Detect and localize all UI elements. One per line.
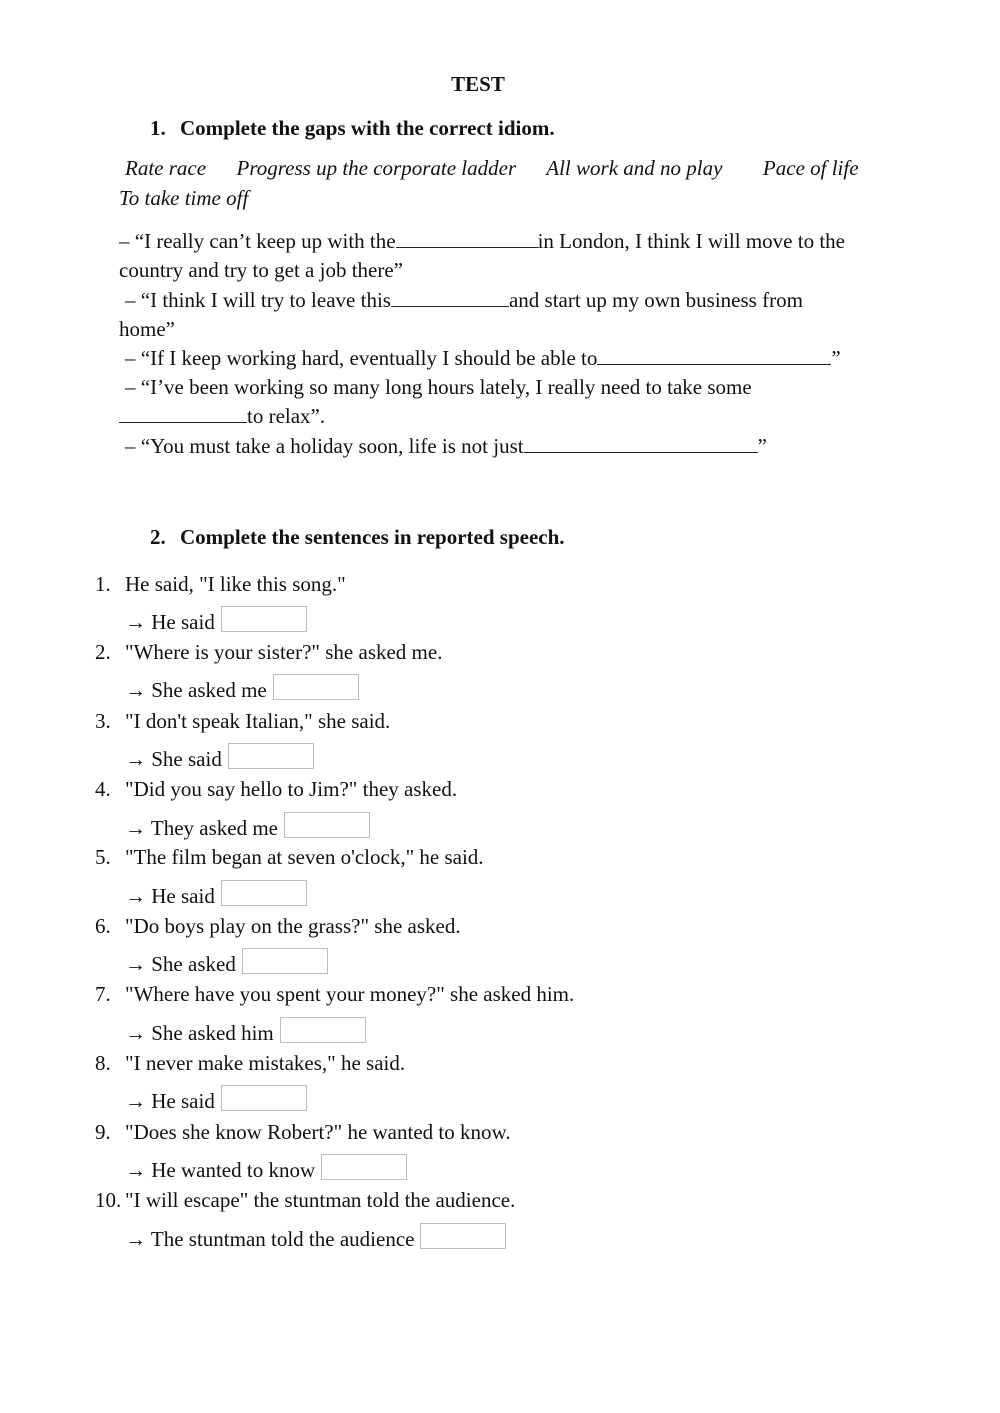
question-item [95, 1188, 515, 1213]
answer-input[interactable] [280, 1017, 366, 1043]
question-number: 10. [95, 1188, 122, 1212]
answer-row [125, 1223, 506, 1252]
question-item [95, 914, 461, 939]
question-text: "Where is your sister?" she asked me. [125, 640, 443, 664]
answer-row [125, 812, 370, 841]
question-number: 8. [95, 1051, 111, 1075]
sentence-text: in London, I think I will move to the [537, 229, 845, 253]
question-item [95, 982, 574, 1007]
answer-input[interactable] [273, 674, 359, 700]
gap-sentence-4: – “I’ve been working so many long hours lately, I really need to take some [125, 375, 752, 399]
gap-sentence-3 [125, 346, 841, 371]
idiom-option: Pace of life [762, 156, 859, 180]
answer-input[interactable] [228, 743, 314, 769]
answer-prefix: → He wanted to know [125, 1158, 316, 1182]
question-number: 4. [95, 777, 111, 801]
answer-prefix: → She said [125, 747, 222, 771]
question-item [95, 845, 484, 870]
answer-row [125, 743, 314, 772]
answer-row [125, 1085, 307, 1114]
answer-row [125, 1017, 366, 1046]
blank-gap[interactable] [597, 346, 831, 365]
section-title: Complete the sentences in reported speech. [180, 525, 565, 549]
sentence-text: – “I think I will try to leave this [125, 288, 391, 312]
blank-gap[interactable] [391, 288, 509, 307]
answer-row [125, 948, 328, 977]
question-item [95, 1120, 511, 1145]
gap-sentence-5 [125, 434, 767, 459]
question-item [95, 709, 390, 734]
question-text: "The film began at seven o'clock," he said. [125, 845, 484, 869]
question-number: 9. [95, 1120, 111, 1144]
idiom-option: Rate race [125, 156, 207, 180]
answer-input[interactable] [221, 606, 307, 632]
answer-prefix: → They asked me [125, 816, 278, 840]
answer-input[interactable] [242, 948, 328, 974]
section-number: 1. [150, 116, 166, 140]
sentence-text: to relax”. [247, 404, 326, 428]
question-text: He said, "I like this song." [125, 572, 346, 596]
question-number: 2. [95, 640, 111, 664]
question-item [95, 640, 442, 665]
idiom-option: All work and no play [546, 156, 723, 180]
gap-sentence-4-cont [119, 404, 325, 429]
answer-input[interactable] [321, 1154, 407, 1180]
blank-gap[interactable] [119, 404, 247, 423]
answer-prefix: → She asked him [125, 1021, 274, 1045]
question-text: "Do boys play on the grass?" she asked. [125, 914, 461, 938]
question-text: "I never make mistakes," he said. [125, 1051, 406, 1075]
section-1-heading [150, 116, 555, 141]
question-text: "Did you say hello to Jim?" they asked. [125, 777, 458, 801]
blank-gap[interactable] [524, 434, 758, 453]
page-title: TEST [451, 72, 505, 96]
idiom-word-bank-line-2 [119, 186, 248, 211]
question-number: 5. [95, 845, 111, 869]
sentence-text: – “If I keep working hard, eventually I should be able to [125, 346, 598, 370]
sentence-text: ” [757, 434, 767, 458]
answer-row [125, 880, 307, 909]
question-number: 3. [95, 709, 111, 733]
idiom-option: To take time off [119, 186, 249, 210]
gap-sentence-1-cont: country and try to get a job there” [119, 258, 403, 282]
sentence-text: and start up my own business from [508, 288, 803, 312]
question-item [95, 1051, 405, 1076]
answer-input[interactable] [284, 812, 370, 838]
answer-row [125, 1154, 407, 1183]
answer-input[interactable] [420, 1223, 506, 1249]
sentence-text: ” [831, 346, 841, 370]
answer-prefix: → She asked [125, 952, 236, 976]
answer-prefix: → He said [125, 610, 215, 634]
gap-sentence-2 [125, 288, 803, 313]
question-text: "Does she know Robert?" he wanted to know. [125, 1120, 511, 1144]
idiom-option: Progress up the corporate ladder [236, 156, 517, 180]
question-item [95, 572, 346, 597]
gap-sentence-1 [119, 229, 845, 254]
answer-input[interactable] [221, 880, 307, 906]
sentence-text: – “You must take a holiday soon, life is not just [125, 434, 524, 458]
question-text: "Where have you spent your money?" she asked him. [125, 982, 575, 1006]
blank-gap[interactable] [396, 229, 538, 248]
question-text: "I don't speak Italian," she said. [125, 709, 391, 733]
section-2-heading [150, 525, 565, 550]
gap-sentence-2-cont: home” [119, 317, 175, 341]
question-number: 1. [95, 572, 111, 596]
idiom-word-bank [125, 156, 859, 181]
answer-prefix: → He said [125, 1089, 215, 1113]
question-number: 7. [95, 982, 111, 1006]
question-text: "I will escape" the stuntman told the audience. [125, 1188, 516, 1212]
answer-prefix: → He said [125, 884, 215, 908]
answer-row [125, 606, 307, 635]
section-number: 2. [150, 525, 166, 549]
question-number: 6. [95, 914, 111, 938]
sentence-text: – “I really can’t keep up with the [119, 229, 396, 253]
section-title: Complete the gaps with the correct idiom. [180, 116, 555, 140]
answer-row [125, 674, 359, 703]
answer-input[interactable] [221, 1085, 307, 1111]
answer-prefix: → She asked me [125, 678, 267, 702]
question-item [95, 777, 457, 802]
answer-prefix: → The stuntman told the audience [125, 1227, 415, 1251]
